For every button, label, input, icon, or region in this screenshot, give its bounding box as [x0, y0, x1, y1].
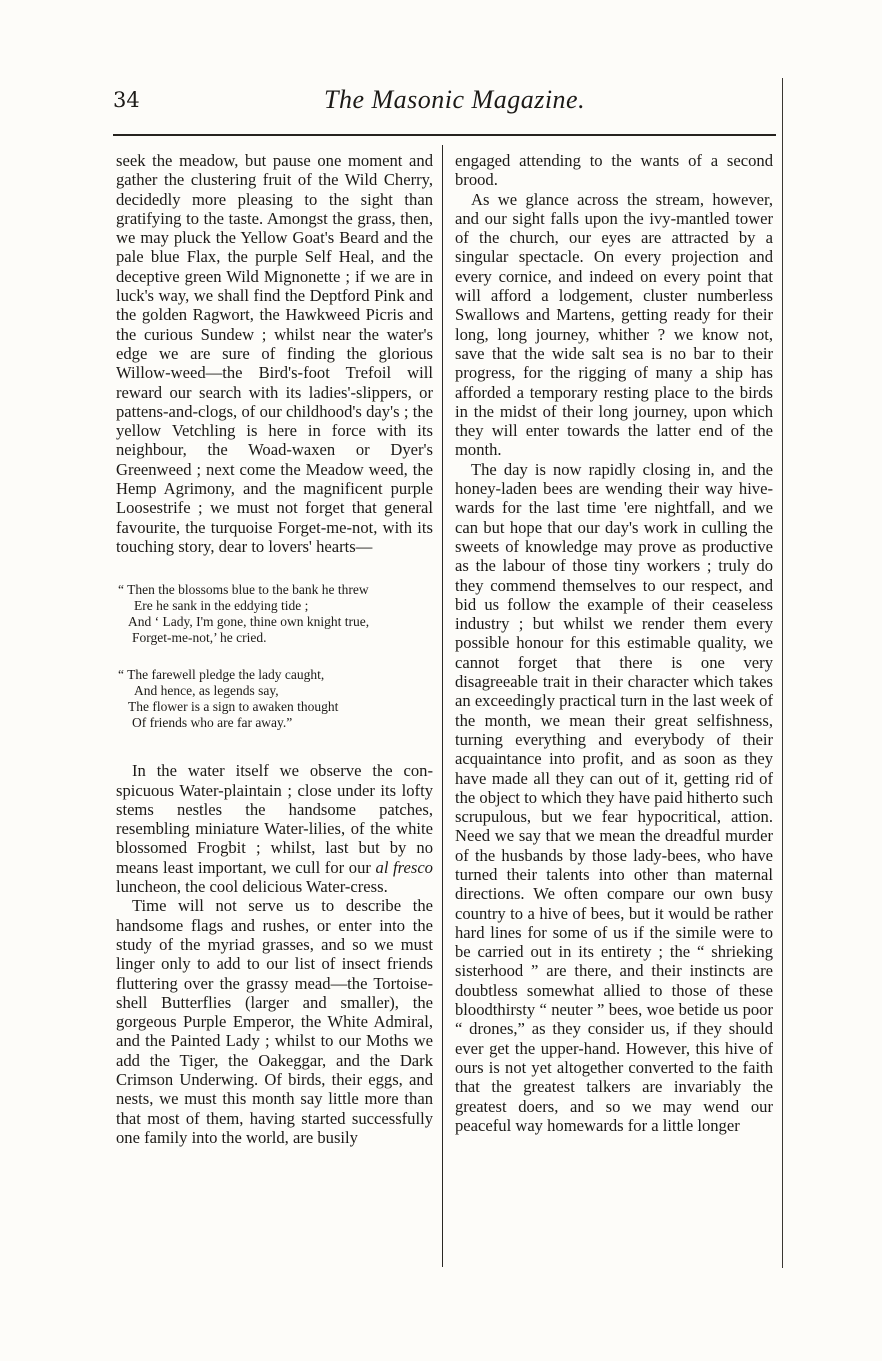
- paragraph: As we glance across the stream, however, and our sight falls upon the ivy-mantled tower of the church, our eyes are attracted by a singular spectacle. On every projection and every cornice, and indeed on every point that will afford a lodgement, cluster numberless Swallows and Martens, getting ready for their long, long journey, whither ? we know not, save that the wide salt sea is no bar to their progress, for the rigging of many a ship has afforded a temporary resting place to the birds in the midst of their long journey, upon which they will enter towards the latter end of the month.: [455, 189, 773, 460]
- poem-line: Of friends who are far away.”: [132, 715, 293, 731]
- page-title: The Masonic Magazine.: [324, 85, 586, 114]
- left-column: [116, 151, 433, 1147]
- poem-line: Ere he sank in the eddying tide ;: [134, 598, 309, 614]
- poem-line: “ Then the blossoms blue to the bank he threw: [118, 582, 369, 598]
- page-number: 34: [113, 88, 140, 112]
- paragraph: Time will not serve us to describe the handsome flags and rushes, or enter into the study of the myriad grasses, and so we must linger only to add to our list of insect friends fluttering over the grassy mead—the Tortoise-shell Butterflies (larger and smaller), the gorgeous Purple Emperor, the White Admiral, and the Painted Lady ; whilst to our Moths we add the Tiger, the Oakeggar, and the Dark Crimson Underwing. Of birds, their eggs, and nests, we must this month say little more than that most of them, having started successfully one family into the world, are busily: [116, 896, 433, 1147]
- right-column: [455, 151, 773, 1135]
- paragraph: seek the meadow, but pause one moment and gather the clustering fruit of the Wild Cherry, decidedly more pleasing to the sight than gratifying to the taste. Amongst the grass, then, we may pluck the Yellow Goat's Beard and the pale blue Flax, the purple Self Heal, and the deceptive green Wild Mignonette ; if we are in luck's way, we shall find the Deptford Pink and the golden Ragwort, the Hawkweed Picris and the curious Sundew ; whilst near the water's edge we are sure of finding the glorious Willow-weed—the Bird's-foot Trefoil will reward our search with its ladies'-slippers, or pattens-and-clogs, of our childhood's day's ; the yellow Vetchling is here in force with its neighbour, the Woad-waxen or Dyer's Greenweed ; next come the Meadow weed, the Hemp Agrimony, and the magnificent purple Loosestrife ; we must not forget that general favourite, the turquoise Forget-me-not, with its touching story, dear to lovers' hearts—: [116, 151, 433, 556]
- page-edge-rule: [782, 78, 783, 1268]
- italic-phrase: al fresco: [375, 857, 433, 877]
- header-rule: [113, 134, 776, 136]
- paragraph: engaged attending to the wants of a second brood.: [455, 151, 773, 190]
- poem-line: “ The farewell pledge the lady caught,: [118, 667, 325, 683]
- paragraph-text: In the water itself we observe the conspicuous Water-plaintain ; close under its lofty stems nestles the handsome patches, resembling miniature Water-lilies, of the white blossomed Frogbit ; whilst, last but by no means least important, we cull for our: [116, 761, 433, 877]
- poem-line: And ‘ Lady, I'm gone, thine own knight true,: [128, 614, 370, 630]
- paragraph: The day is now rapidly closing in, and the honey-laden bees are wending their way hive-wards for the last time 'ere nightfall, and we can but hope that our day's work in culling the sweets of knowledge may prove as productive as the labour of those tiny workers ; truly do they commend themselves to our respect, and bid us follow the example of their ceaseless industry ; but whilst we render them every possible honour for this estimable quality, we cannot forget that there is one very disagreeable trait in their character which takes an exceedingly practical turn in the last week of the month, we mean their great selfishness, turning everything and everybody of their acquaintance into profit, and as soon as they have made all they can out of it, getting rid of the object to which they have paid hitherto such scrupulous, but we fear hypocritical, attion. Need we say that we mean the dreadful murder of the husbands by those lady-bees, who have turned their talents into other than maternal directions. We often compare our own busy country to a hive of bees, but it would be rather hard lines for some of us if the simile were to be carried out in its entirety ; the “ shrieking sisterhood ” are there, and their instincts are doubtless somewhat allied to those of these bloodthirsty “ neuter ” bees, woe betide us poor “ drones,” as they consider us, if they should ever get the upper-hand. However, this hive of ours is not yet altogether converted to the faith that the greatest talkers are invariably the greatest doers, and so we may wend our peaceful way homewards for a little longer: [455, 459, 773, 1135]
- poem-stanza-2: [116, 667, 433, 731]
- poem-line: The flower is a sign to awaken thought: [128, 699, 339, 715]
- paragraph: [116, 761, 433, 896]
- poem-line: Forget-me-not,’ he cried.: [132, 630, 267, 646]
- poem-stanza-1: [116, 582, 433, 646]
- column-divider: [442, 145, 443, 1267]
- poem-line: And hence, as legends say,: [134, 683, 279, 699]
- paragraph-text: luncheon, the cool delicious Water-cress.: [116, 877, 388, 897]
